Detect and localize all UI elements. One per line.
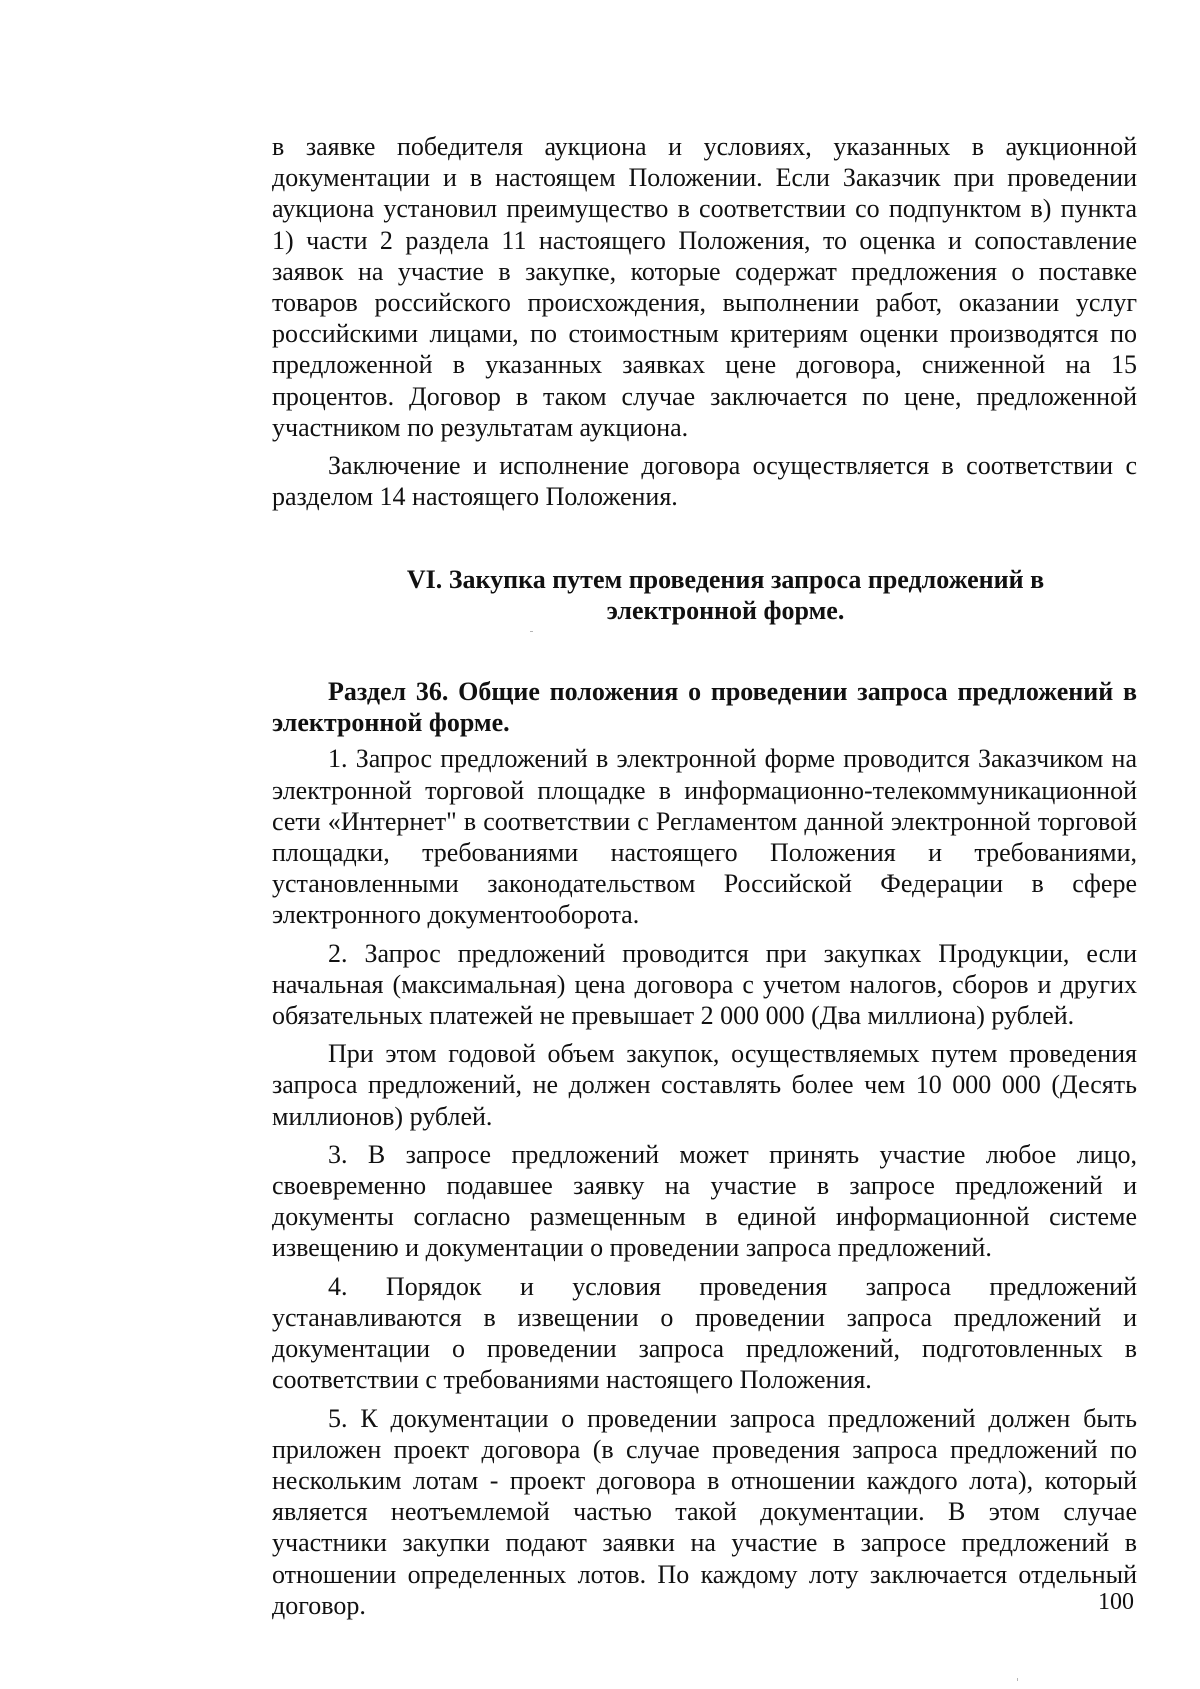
paragraph-item-2: 2. Запрос предложений проводится при закупках Продукции, если начальная (максимальная) цена договора с учетом налогов, сборов и других обязательных платежей не превышает 2 000 000 (Два миллиона) рублей. <box>272 938 1137 1031</box>
paragraph-item-3: 3. В запросе предложений может принять участие любое лицо, своевременно подавшее заявку на участие в запросе предложений и документы согласно размещенным в единой информационной системе извещению и документации о проведении запроса предложений. <box>272 1139 1137 1263</box>
page-content <box>272 131 1137 1628</box>
paragraph-annual-volume: При этом годовой объем закупок, осуществляемых путем проведения запроса предложений, не должен составлять более чем 10 000 000 (Десять миллионов) рублей. <box>272 1039 1137 1131</box>
paragraph-conclusion: Заключение и исполнение договора осуществляется в соответствии с разделом 14 настоящего Положения. <box>272 451 1137 512</box>
paragraph-item-4: 4. Порядок и условия проведения запроса предложений устанавливаются в извещении о проведении запроса предложений и документации о проведении запроса предложений, подготовленных в соответствии с требованиями настоящего Положения. <box>272 1271 1137 1395</box>
chapter-title-line-1: VI. Закупка путем проведения запроса предложений в <box>406 565 1045 595</box>
paragraph-item-1: 1. Запрос предложений в электронной форме проводится Заказчиком на электронной торговой площадке в информационно-телекоммуникационной сети «Интернет" в соответствии с Регламентом данной электронной торговой площадки, требованиями настоящего Положения и требованиями, установленными законодательством Российской Федерации в сфере электронного документооборота. <box>272 744 1137 930</box>
page-number: 100 <box>1098 1589 1134 1615</box>
paragraph-continuation: в заявке победителя аукциона и условиях, указанных в аукционной документации и в настоящем Положении. Если Заказчик при проведении аукциона установил преимущество в соответствии со подпунктом в) пункта 1) части 2 раздела 11 настоящего Положения, то оценка и сопоставление заявок на участие в закупке, которые содержат предложения о поставке товаров российского происхождения, выполнении работ, оказании услуг российскими лицами, по стоимостным критериям оценки производятся по предложенной в указанных заявках цене договора, сниженной на 15 процентов. Договор в таком случае заключается по цене, предложенной участником по результатам аукциона. <box>272 132 1137 442</box>
section-title: Раздел 36. Общие положения о проведении запроса предложений в электронной форме. <box>272 677 1137 738</box>
chapter-title <box>272 564 1137 626</box>
scan-speck-mark <box>530 631 533 632</box>
chapter-title-line-2: электронной форме. <box>606 596 845 626</box>
paragraph-item-5: 5. К документации о проведении запроса предложений должен быть приложен проект договора (в случае проведения запроса предложений по нескольким лотам - проект договора в отношении каждого лота), который является неотъемлемой частью такой документации. В этом случае участники закупки подают заявки на участие в запросе предложений в отношении определенных лотов. По каждому лоту заключается отдельный договор. <box>272 1403 1137 1620</box>
scan-speck-mark <box>1017 1678 1018 1681</box>
